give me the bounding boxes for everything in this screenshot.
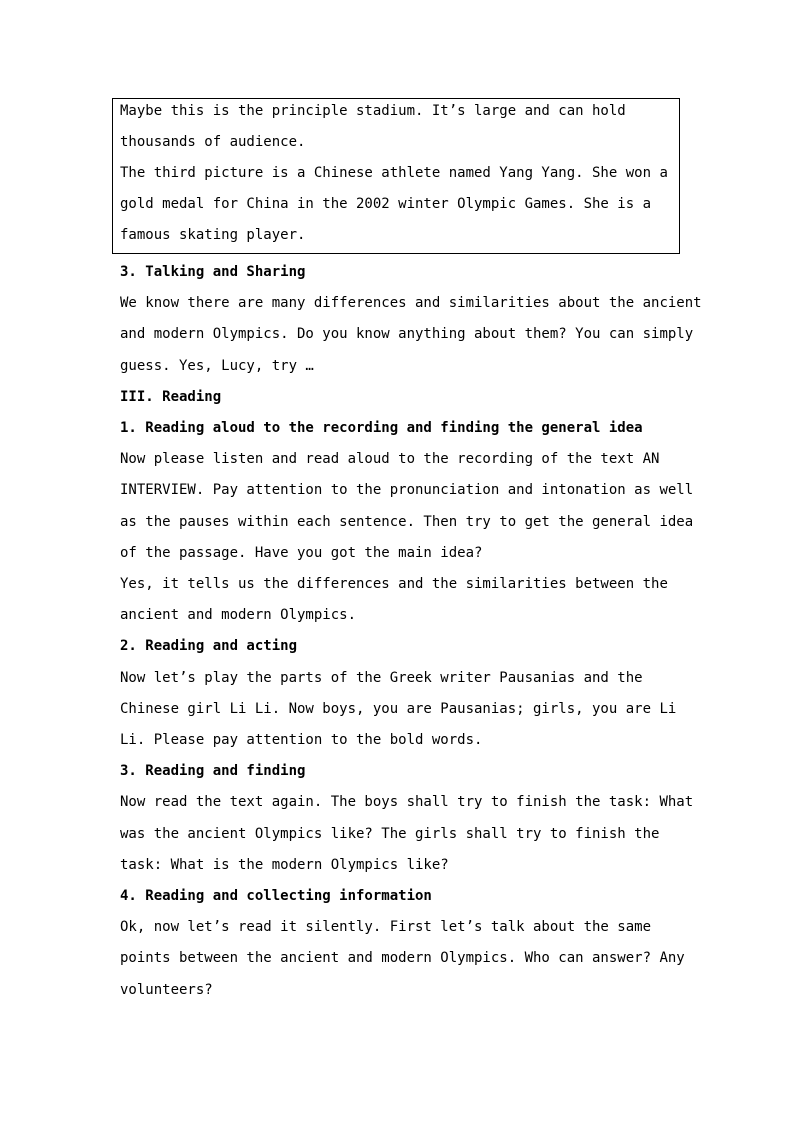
box-line-2: thousands of audience. <box>120 134 306 150</box>
talking-line-3: guess. Yes, Lucy, try … <box>120 358 314 374</box>
reading-acting-line-1: Now let’s play the parts of the Greek writer Pausanias and the <box>120 670 643 686</box>
reading-finding-heading: 3. Reading and finding <box>120 763 306 779</box>
talking-sharing-heading: 3. Talking and Sharing <box>120 264 306 280</box>
collecting-info-line-2: points between the ancient and modern Olympics. Who can answer? Any <box>120 950 685 966</box>
reading-aloud-line-4: of the passage. Have you got the main idea? <box>120 545 483 561</box>
reading-finding-line-2: was the ancient Olympics like? The girls shall try to finish the <box>120 826 660 842</box>
collecting-info-line-3: volunteers? <box>120 982 213 998</box>
talking-line-1: We know there are many differences and similarities about the ancient <box>120 295 702 311</box>
collecting-info-line-1: Ok, now let’s read it silently. First let’s talk about the same <box>120 919 652 935</box>
reading-finding-line-3: task: What is the modern Olympics like? <box>120 857 449 873</box>
reading-aloud-line-1: Now please listen and read aloud to the recording of the text AN <box>120 451 660 467</box>
reading-acting-line-2: Chinese girl Li Li. Now boys, you are Pausanias; girls, you are Li <box>120 701 677 717</box>
reading-acting-heading: 2. Reading and acting <box>120 638 298 654</box>
reading-aloud-line-6: ancient and modern Olympics. <box>120 607 357 623</box>
box-line-3: The third picture is a Chinese athlete named Yang Yang. She won a <box>120 165 668 181</box>
reading-finding-line-1: Now read the text again. The boys shall try to finish the task: What <box>120 794 694 810</box>
reading-aloud-line-5: Yes, it tells us the differences and the similarities between the <box>120 576 668 592</box>
collecting-info-heading: 4. Reading and collecting information <box>120 888 432 904</box>
box-line-4: gold medal for China in the 2002 winter Olympic Games. She is a <box>120 196 652 212</box>
box-line-5: famous skating player. <box>120 227 306 243</box>
reading-aloud-heading: 1. Reading aloud to the recording and finding the general idea <box>120 420 643 436</box>
reading-aloud-line-2: INTERVIEW. Pay attention to the pronunciation and intonation as well <box>120 482 694 498</box>
reading-acting-line-3: Li. Please pay attention to the bold words. <box>120 732 483 748</box>
talking-line-2: and modern Olympics. Do you know anything about them? You can simply <box>120 326 694 342</box>
box-line-1: Maybe this is the principle stadium. It’s large and can hold <box>120 103 626 119</box>
reading-heading: III. Reading <box>120 389 222 405</box>
reading-aloud-line-3: as the pauses within each sentence. Then try to get the general idea <box>120 514 694 530</box>
